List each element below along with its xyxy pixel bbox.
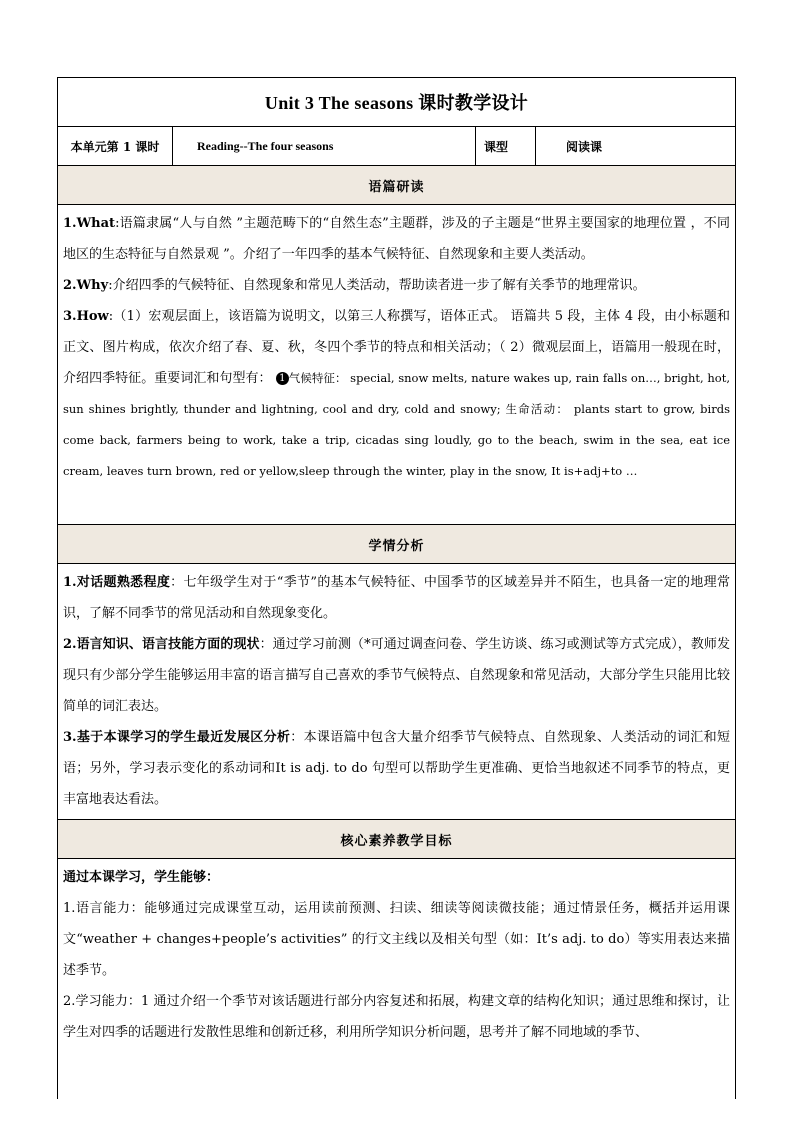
zpd-paragraph bbox=[63, 722, 730, 815]
title-row bbox=[58, 78, 735, 127]
language-status-paragraph bbox=[63, 629, 730, 722]
language-status-label: 2.语言知识、语言技能方面的现状 bbox=[63, 637, 260, 652]
why-label: 2.Why bbox=[63, 278, 109, 293]
learner-analysis-content bbox=[58, 564, 735, 820]
how-label: 3.How bbox=[63, 309, 109, 324]
how-paragraph bbox=[63, 301, 730, 487]
familiarity-text: ：七年级学生对于“季节”的基本气候特征、中国季节的区域差异并不陌生，也具备一定的地理常识，了解不同季节的常见活动和自然现象变化。 bbox=[63, 575, 730, 621]
how-text-vocabulary: 气候特征： special, snow melts, nature wakes up, rain falls on…, bright, hot, sun shines brightly, thunder and lightning, cool and dry, cold and snowy; 生命活动： plants start to grow, birds come back, farmers being to work, take a trip, cicadas sing loudly, go to the beach, swim in the sea, eat ice cream, leaves turn brown, red or yellow,sleep through the winter, play in the snow, It is+adj+to … bbox=[63, 371, 730, 478]
lesson-type-label: 课型 bbox=[476, 127, 536, 165]
familiarity-label: 1.对话题熟悉程度 bbox=[63, 575, 171, 590]
familiarity-paragraph bbox=[63, 567, 730, 629]
objectives-content bbox=[58, 859, 735, 1099]
text-analysis-content bbox=[58, 205, 735, 525]
lesson-plan-table bbox=[57, 77, 736, 1099]
what-paragraph bbox=[63, 208, 730, 270]
zpd-text: ：本课语篇中包含大量介绍季节气候特点、自然现象、人类活动的词汇和短语；另外，学习表示变化的系动词和It is adj. to do 句型可以帮助学生更准确、更恰当地叙述不同季节的特点，更丰富地表达看法。 bbox=[63, 730, 730, 807]
objective-learning: 2.学习能力：1 通过介绍一个季节对该话题进行部分内容复述和拓展，构建文章的结构化知识；通过思维和探讨，让学生对四季的话题进行发散性思维和创新迁移，利用所学知识分析问题，思考并了解不同地域的季节、 bbox=[63, 994, 730, 1040]
numbered-circle-icon: 1 bbox=[276, 372, 289, 385]
objective-language: 1.语言能力：能够通过完成课堂互动，运用读前预测、扫读、细读等阅读微技能；通过情景任务，概括并运用课文“weather + changes+people’s activities” 的行文主线以及相关句型（如：It’s adj. to do）等实用表达来描述季节。 bbox=[63, 901, 730, 978]
section-heading-text-analysis: 语篇研读 bbox=[58, 166, 735, 205]
lesson-number: 本单元第 1 课时 bbox=[58, 127, 173, 165]
objectives-intro bbox=[63, 862, 730, 893]
lesson-topic: Reading--The four seasons bbox=[173, 127, 476, 165]
language-status-text: ：通过学习前测（*可通过调查问卷、学生访谈、练习或测试等方式完成），教师发现只有少部分学生能够运用丰富的语言描写自己喜欢的季节气候特点、自然现象和常见活动，大部分学生只能用比较简单的词汇表达。 bbox=[63, 637, 730, 714]
zpd-label: 3.基于本课学习的学生最近发展区分析 bbox=[63, 730, 291, 745]
why-text: :介绍四季的气候特征、自然现象和常见人类活动，帮助读者进一步了解有关季节的地理常识。 bbox=[108, 278, 646, 293]
section-heading-objectives: 核心素养教学目标 bbox=[58, 820, 735, 859]
objectives-intro-text: 通过本课学习，学生能够： bbox=[63, 870, 220, 885]
info-row bbox=[58, 127, 735, 166]
section-heading-learner-analysis: 学情分析 bbox=[58, 525, 735, 564]
what-label: 1.What bbox=[63, 216, 116, 231]
lesson-type-value: 阅读课 bbox=[566, 139, 603, 154]
what-text: :语篇隶属“人与自然 ”主题范畴下的“自然生态”主题群，涉及的子主题是“世界主要国家的地理位置 ，不同地区的生态特征与自然景观 ”。介绍了一年四季的基本气候特征、自然现象和主要人类活动。 bbox=[63, 216, 730, 262]
page-title: Unit 3 The seasons 课时教学设计 bbox=[264, 93, 529, 113]
how-text: :（1）宏观层面上，该语篇为说明文，以第三人称撰写，语体正式。 语篇共 5 段，主体 4 段，由小标题和正文、图片构成，依次介绍了春、夏、秋，冬四个季节的特点和相关活动；（ 2）微观层面上，语篇用一般现在时，介绍四季特征。重要词汇和句型有： bbox=[63, 309, 730, 386]
why-paragraph bbox=[63, 270, 730, 301]
